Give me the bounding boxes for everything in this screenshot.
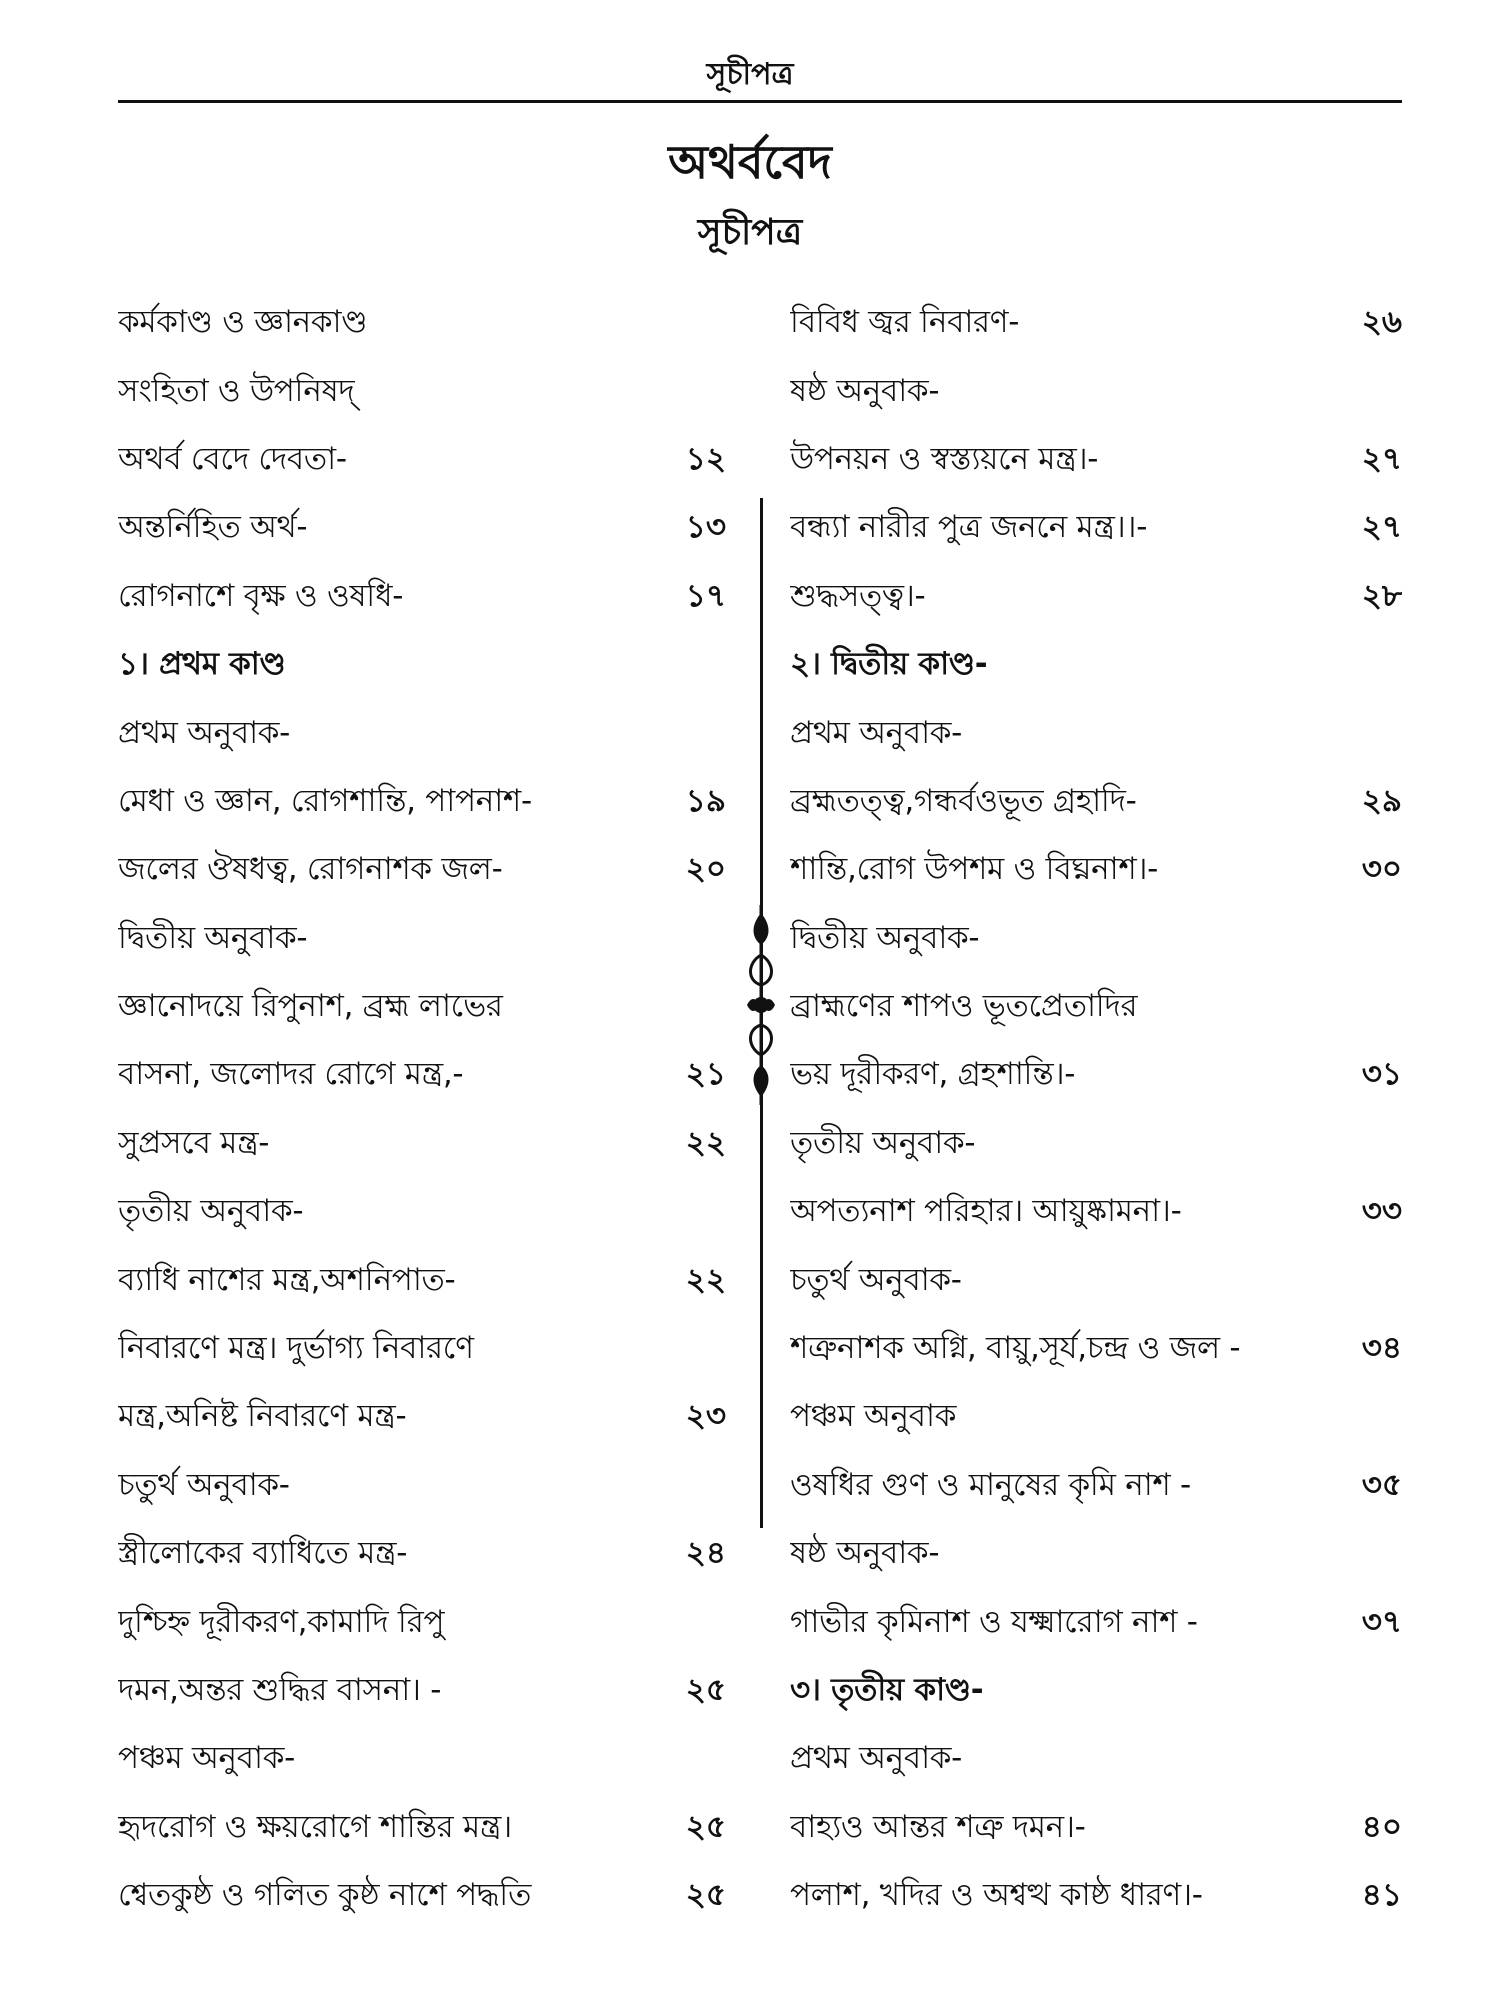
entry-page-number: ৩৪ <box>1361 1330 1402 1367</box>
contents-entry <box>118 769 726 837</box>
contents-entry <box>118 1658 726 1726</box>
entry-page-number: ৩০ <box>1361 851 1402 888</box>
contents-entry <box>118 358 726 426</box>
header-rule <box>118 100 1402 103</box>
entry-title: পঞ্চম অনুবাক <box>790 1398 957 1435</box>
entry-title: স্ত্রীলোকের ব্যাধিতে মন্ত্র- <box>118 1535 408 1572</box>
entry-title: ১। প্রথম কাণ্ড <box>118 646 286 683</box>
contents-entry <box>118 1589 726 1657</box>
contents-entry <box>790 1863 1402 1931</box>
contents-entry <box>790 1521 1402 1589</box>
contents-entry <box>118 290 726 358</box>
entry-page-number: ২২ <box>685 1261 726 1298</box>
contents-entry <box>118 427 726 495</box>
contents-entry <box>118 1111 726 1179</box>
section-heading <box>790 632 1402 700</box>
entry-title: ২। দ্বিতীয় কাণ্ড- <box>790 646 988 683</box>
entry-title: গাভীর কৃমিনাশ ও যক্ষ্মারোগ নাশ - <box>790 1603 1198 1640</box>
entry-title: চতুর্থ অনুবাক- <box>118 1466 290 1503</box>
entry-page-number: ১৯ <box>685 782 726 819</box>
contents-left-column <box>118 290 726 1931</box>
entry-page-number: ২৩ <box>685 1398 726 1435</box>
entry-page-number: ২৭ <box>1361 509 1402 546</box>
entry-page-number: ১২ <box>685 440 726 477</box>
contents-entry <box>790 1316 1402 1384</box>
entry-title: ওষধির গুণ ও মানুষের কৃমি নাশ - <box>790 1466 1191 1503</box>
entry-title: সংহিতা ও উপনিষদ্ <box>118 372 355 409</box>
entry-title: ষষ্ঠ অনুবাক- <box>790 1535 940 1572</box>
entry-title: পলাশ, খদির ও অশ্বত্থ কাষ্ঠ ধারণ।- <box>790 1877 1203 1914</box>
contents-entry <box>118 974 726 1042</box>
entry-title: দুশ্চিহ্ন দূরীকরণ,কামাদি রিপু <box>118 1603 445 1640</box>
entry-title: নিবারণে মন্ত্র। দুর্ভাগ্য নিবারণে <box>118 1330 474 1367</box>
contents-entry <box>790 1111 1402 1179</box>
entry-page-number: ২৫ <box>685 1808 726 1845</box>
contents-entry <box>118 1726 726 1794</box>
entry-title: ব্রহ্মতত্ত্ব,গন্ধর্বওভূত গ্রহাদি- <box>790 782 1137 819</box>
entry-page-number: ২৫ <box>685 1877 726 1914</box>
entry-title: শত্রুনাশক অগ্নি, বায়ু,সূর্য,চন্দ্র ও জল - <box>790 1330 1241 1367</box>
entry-title: অপত্যনাশ পরিহার। আয়ুষ্কামনা।- <box>790 1193 1182 1230</box>
contents-entry <box>790 974 1402 1042</box>
contents-entry <box>790 1453 1402 1521</box>
contents-entry <box>118 1316 726 1384</box>
book-title: অথর্ববেদ <box>668 135 832 189</box>
contents-entry <box>790 1179 1402 1247</box>
contents-entry <box>118 1179 726 1247</box>
contents-entry <box>790 1247 1402 1315</box>
entry-title: হৃদরোগ ও ক্ষয়রোগে শান্তির মন্ত্র। <box>118 1808 512 1845</box>
entry-title: শুদ্ধসত্ত্ব।- <box>790 577 926 614</box>
contents-entry <box>118 495 726 563</box>
entry-page-number: ২৫ <box>685 1672 726 1708</box>
entry-title: রোগনাশে বৃক্ষ ও ওষধি- <box>118 577 404 614</box>
contents-right-column <box>790 290 1402 1931</box>
entry-title: প্রথম অনুবাক- <box>790 714 963 751</box>
ornament-icon <box>741 905 781 1105</box>
entry-page-number: ২৮ <box>1361 577 1402 614</box>
entry-page-number: ২০ <box>685 851 726 888</box>
entry-title: প্রথম অনুবাক- <box>118 714 291 751</box>
contents-entry <box>790 1384 1402 1452</box>
entry-title: অথর্ব বেদে দেবতা- <box>118 440 347 477</box>
section-heading <box>118 632 726 700</box>
entry-title: পঞ্চম অনুবাক- <box>118 1740 295 1777</box>
entry-title: মেধা ও জ্ঞান, রোগশান্তি, পাপনাশ- <box>118 782 532 819</box>
entry-title: দ্বিতীয় অনুবাক- <box>118 919 308 956</box>
entry-page-number: ২২ <box>685 1124 726 1161</box>
entry-page-number: ৩৩ <box>1361 1193 1402 1230</box>
contents-entry <box>790 700 1402 768</box>
entry-page-number: ১৩ <box>685 509 726 546</box>
entry-title: শ্বেতকুষ্ঠ ও গলিত কুষ্ঠ নাশে পদ্ধতি <box>118 1877 532 1914</box>
contents-entry <box>790 769 1402 837</box>
entry-page-number: ১৭ <box>685 577 726 614</box>
running-head: সূচীপত্র <box>706 57 794 92</box>
contents-entry <box>118 1795 726 1863</box>
entry-title: জ্ঞানোদয়ে রিপুনাশ, ব্রহ্ম লাভের <box>118 988 503 1025</box>
entry-title: দমন,অন্তর শুদ্ধির বাসনা। - <box>118 1672 442 1708</box>
entry-title: অন্তর্নিহিত অর্থ- <box>118 509 308 546</box>
contents-entry <box>118 1384 726 1452</box>
entry-title: ব্রাহ্মণের শাপও ভূতপ্রেতাদির <box>790 988 1138 1025</box>
entry-page-number: ২৬ <box>1361 304 1402 341</box>
entry-title: প্রথম অনুবাক- <box>790 1740 963 1777</box>
entry-page-number: ৩১ <box>1361 1056 1402 1093</box>
entry-title: শান্তি,রোগ উপশম ও বিঘ্ননাশ।- <box>790 851 1159 888</box>
contents-subtitle: সূচীপত্র <box>697 212 803 253</box>
entry-title: সুপ্রসবে মন্ত্র- <box>118 1124 270 1161</box>
entry-page-number: ৪১ <box>1361 1877 1402 1914</box>
entry-title: বাসনা, জলোদর রোগে মন্ত্র,- <box>118 1056 464 1093</box>
entry-page-number: ২১ <box>685 1056 726 1093</box>
contents-entry <box>118 1521 726 1589</box>
entry-title: ষষ্ঠ অনুবাক- <box>790 372 940 409</box>
entry-title: বন্ধ্যা নারীর পুত্র জননে মন্ত্র।।- <box>790 509 1148 546</box>
entry-title: মন্ত্র,অনিষ্ট নিবারণে মন্ত্র- <box>118 1398 407 1435</box>
contents-entry <box>790 1726 1402 1794</box>
entry-title: চতুর্থ অনুবাক- <box>790 1261 962 1298</box>
contents-entry <box>790 358 1402 426</box>
contents-entry <box>118 1042 726 1110</box>
entry-title: জলের ঔষধত্ব, রোগনাশক জল- <box>118 851 503 888</box>
contents-entry <box>118 906 726 974</box>
contents-entry <box>118 1453 726 1521</box>
contents-entry <box>790 1589 1402 1657</box>
contents-entry <box>790 495 1402 563</box>
entry-page-number: ৪০ <box>1361 1808 1402 1845</box>
contents-entry <box>790 906 1402 974</box>
entry-title: ৩। তৃতীয় কাণ্ড- <box>790 1672 984 1708</box>
entry-page-number: ৩৭ <box>1361 1603 1402 1640</box>
contents-entry <box>790 1042 1402 1110</box>
contents-entry <box>118 700 726 768</box>
entry-title: বাহ্যও আন্তর শত্রু দমন।- <box>790 1808 1086 1845</box>
entry-title: ব্যাধি নাশের মন্ত্র,অশনিপাত- <box>118 1261 456 1298</box>
entry-title: ভয় দূরীকরণ, গ্রহশান্তি।- <box>790 1056 1076 1093</box>
contents-entry <box>790 1795 1402 1863</box>
section-heading <box>790 1658 1402 1726</box>
contents-entry <box>790 564 1402 632</box>
contents-entry <box>790 427 1402 495</box>
contents-entry <box>790 837 1402 905</box>
entry-page-number: ২৪ <box>685 1535 726 1572</box>
entry-title: বিবিধ জ্বর নিবারণ- <box>790 304 1020 341</box>
entry-page-number: ৩৫ <box>1361 1466 1402 1503</box>
entry-title: কর্মকাণ্ড ও জ্ঞানকাণ্ড <box>118 304 368 341</box>
contents-entry <box>790 290 1402 358</box>
entry-page-number: ২৯ <box>1361 782 1402 819</box>
contents-entry <box>118 564 726 632</box>
contents-entry <box>118 837 726 905</box>
entry-title: তৃতীয় অনুবাক- <box>790 1124 976 1161</box>
entry-title: তৃতীয় অনুবাক- <box>118 1193 304 1230</box>
entry-title: উপনয়ন ও স্বস্ত্যয়নে মন্ত্র।- <box>790 440 1099 477</box>
contents-entry <box>118 1247 726 1315</box>
entry-title: দ্বিতীয় অনুবাক- <box>790 919 980 956</box>
contents-entry <box>118 1863 726 1931</box>
entry-page-number: ২৭ <box>1361 440 1402 477</box>
